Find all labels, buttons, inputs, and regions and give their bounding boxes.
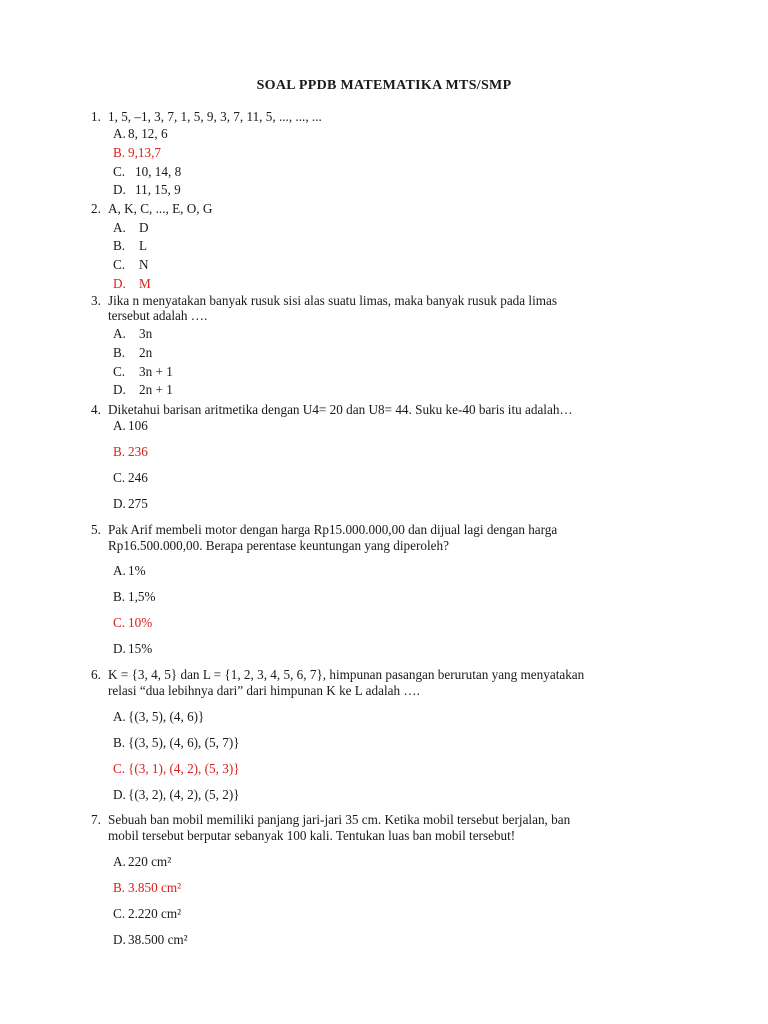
option-label-correct: B.	[113, 145, 126, 160]
option-label: B.	[113, 735, 126, 750]
option-label: A.	[113, 126, 126, 141]
option-label: C.	[113, 470, 126, 485]
question-text: Sebuah ban mobil memiliki panjang jari-jari 35 cm. Ketika mobil tersebut berjalan, ban	[108, 812, 571, 827]
option-label: A.	[113, 709, 126, 724]
option-label: A.	[113, 220, 126, 235]
option-text: 8, 12, 6	[128, 126, 168, 141]
question-number: 2.	[91, 201, 101, 216]
option-text: 3n	[139, 326, 153, 341]
question-text: mobil tersebut berputar sebanyak 100 kali. Tentukan luas ban mobil tersebut!	[108, 828, 516, 843]
option-label-correct: C.	[113, 615, 126, 630]
option-text: {(3, 2), (4, 2), (5, 2)}	[128, 787, 240, 802]
question-number: 4.	[91, 402, 101, 417]
option-text-correct: 236	[128, 444, 148, 459]
option-text-correct: 3.850 cm²	[128, 880, 182, 895]
question-text: Diketahui barisan aritmetika dengan U4= 20 dan U8= 44. Suku ke-40 baris itu adalah…	[108, 402, 573, 417]
option-text: 3n + 1	[139, 364, 173, 379]
option-text: 2n	[139, 345, 153, 360]
option-text-correct: {(3, 1), (4, 2), (5, 3)}	[128, 761, 240, 776]
option-text: 1,5%	[128, 589, 156, 604]
option-label: B.	[113, 238, 126, 253]
option-text: 275	[128, 496, 148, 511]
option-text-correct: 10%	[128, 615, 153, 630]
option-label: A.	[113, 563, 126, 578]
option-text: 38.500 cm²	[128, 932, 188, 947]
option-text: 15%	[128, 641, 153, 656]
option-text: 11, 15, 9	[135, 182, 181, 197]
question-text: A, K, C, ..., E, O, G	[108, 201, 213, 216]
question-text: tersebut adalah ….	[108, 308, 208, 323]
option-text: {(3, 5), (4, 6), (5, 7)}	[128, 735, 240, 750]
option-text: {(3, 5), (4, 6)}	[128, 709, 205, 724]
option-label: A.	[113, 854, 126, 869]
question-text: relasi “dua lebihnya dari” dari himpunan K ke L adalah ….	[108, 683, 420, 698]
option-label: D.	[113, 182, 126, 197]
option-label: B.	[113, 345, 126, 360]
option-label-correct: D.	[113, 276, 126, 291]
page-title: SOAL PPDB MATEMATIKA MTS/SMP	[256, 78, 512, 93]
option-text: 106	[128, 418, 148, 433]
option-label-correct: B.	[113, 444, 126, 459]
question-text: Jika n menyatakan banyak rusuk sisi alas suatu limas, maka banyak rusuk pada limas	[108, 293, 557, 308]
option-label: C.	[113, 364, 126, 379]
option-text: L	[139, 238, 148, 253]
option-label: C.	[113, 257, 126, 272]
option-label: D.	[113, 496, 126, 511]
option-text: 2n + 1	[139, 382, 173, 397]
question-number: 6.	[91, 667, 101, 682]
option-text: 1%	[128, 563, 146, 578]
option-label: C.	[113, 906, 126, 921]
option-label: D.	[113, 641, 126, 656]
question-number: 7.	[91, 812, 101, 827]
option-text: 10, 14, 8	[135, 164, 182, 179]
option-label-correct: B.	[113, 880, 126, 895]
question-text: Rp16.500.000,00. Berapa perentase keuntungan yang diperoleh?	[108, 538, 449, 553]
question-number: 1.	[91, 109, 101, 124]
option-label: A.	[113, 418, 126, 433]
question-number: 5.	[91, 522, 101, 537]
question-text: Pak Arif membeli motor dengan harga Rp15.000.000,00 dan dijual lagi dengan harga	[108, 522, 558, 537]
option-label: D.	[113, 787, 126, 802]
option-text: 2.220 cm²	[128, 906, 182, 921]
question-number: 3.	[91, 293, 101, 308]
option-label: D.	[113, 932, 126, 947]
option-text: N	[139, 257, 149, 272]
question-text: 1, 5, –1, 3, 7, 1, 5, 9, 3, 7, 11, 5, ..., ..., ...	[108, 109, 322, 124]
option-label: D.	[113, 382, 126, 397]
question-text: K = {3, 4, 5} dan L = {1, 2, 3, 4, 5, 6, 7}, himpunan pasangan berurutan yang menyatakan	[108, 667, 585, 682]
option-text: 246	[128, 470, 148, 485]
option-label: A.	[113, 326, 126, 341]
option-text-correct: M	[139, 276, 151, 291]
option-text-correct: 9,13,7	[128, 145, 161, 160]
option-text: 220 cm²	[128, 854, 172, 869]
option-label: B.	[113, 589, 126, 604]
option-label-correct: C.	[113, 761, 126, 776]
option-label: C.	[113, 164, 126, 179]
option-text: D	[139, 220, 149, 235]
